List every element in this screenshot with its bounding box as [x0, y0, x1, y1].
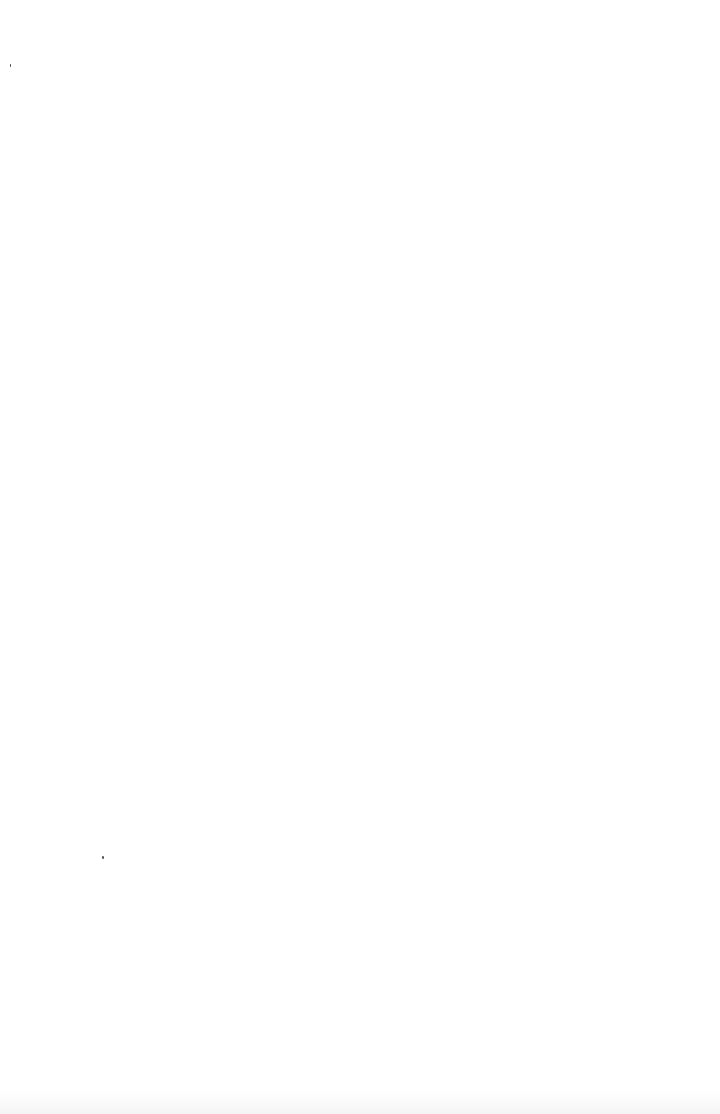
text-line [143, 645, 642, 671]
page-edge-shading [0, 1090, 720, 1114]
text-line [143, 514, 642, 540]
text-line [143, 147, 642, 173]
text-line [143, 331, 642, 357]
text-line [143, 435, 642, 461]
text-line [143, 95, 642, 121]
text-line [143, 252, 642, 278]
text-line [143, 383, 642, 409]
text-line [143, 357, 642, 383]
text-line [143, 278, 642, 304]
text-line [143, 566, 642, 592]
text-line [143, 200, 642, 226]
text-line [143, 776, 642, 802]
text-line [143, 802, 642, 828]
text-line [143, 488, 642, 514]
text-line [143, 174, 642, 200]
text-line [143, 828, 642, 854]
margin-mark [10, 64, 11, 67]
text-line [143, 409, 642, 435]
text-line [143, 619, 642, 645]
text-line [143, 750, 642, 776]
text-line [143, 697, 642, 723]
body-text [143, 95, 642, 881]
text-line [143, 724, 642, 750]
text-line [143, 121, 642, 147]
margin-mark [102, 856, 104, 859]
text-line [143, 854, 642, 880]
text-line [143, 671, 642, 697]
text-line [143, 226, 642, 252]
text-line [143, 462, 642, 488]
text-line [143, 305, 642, 331]
text-line [143, 540, 642, 566]
text-line [143, 593, 642, 619]
